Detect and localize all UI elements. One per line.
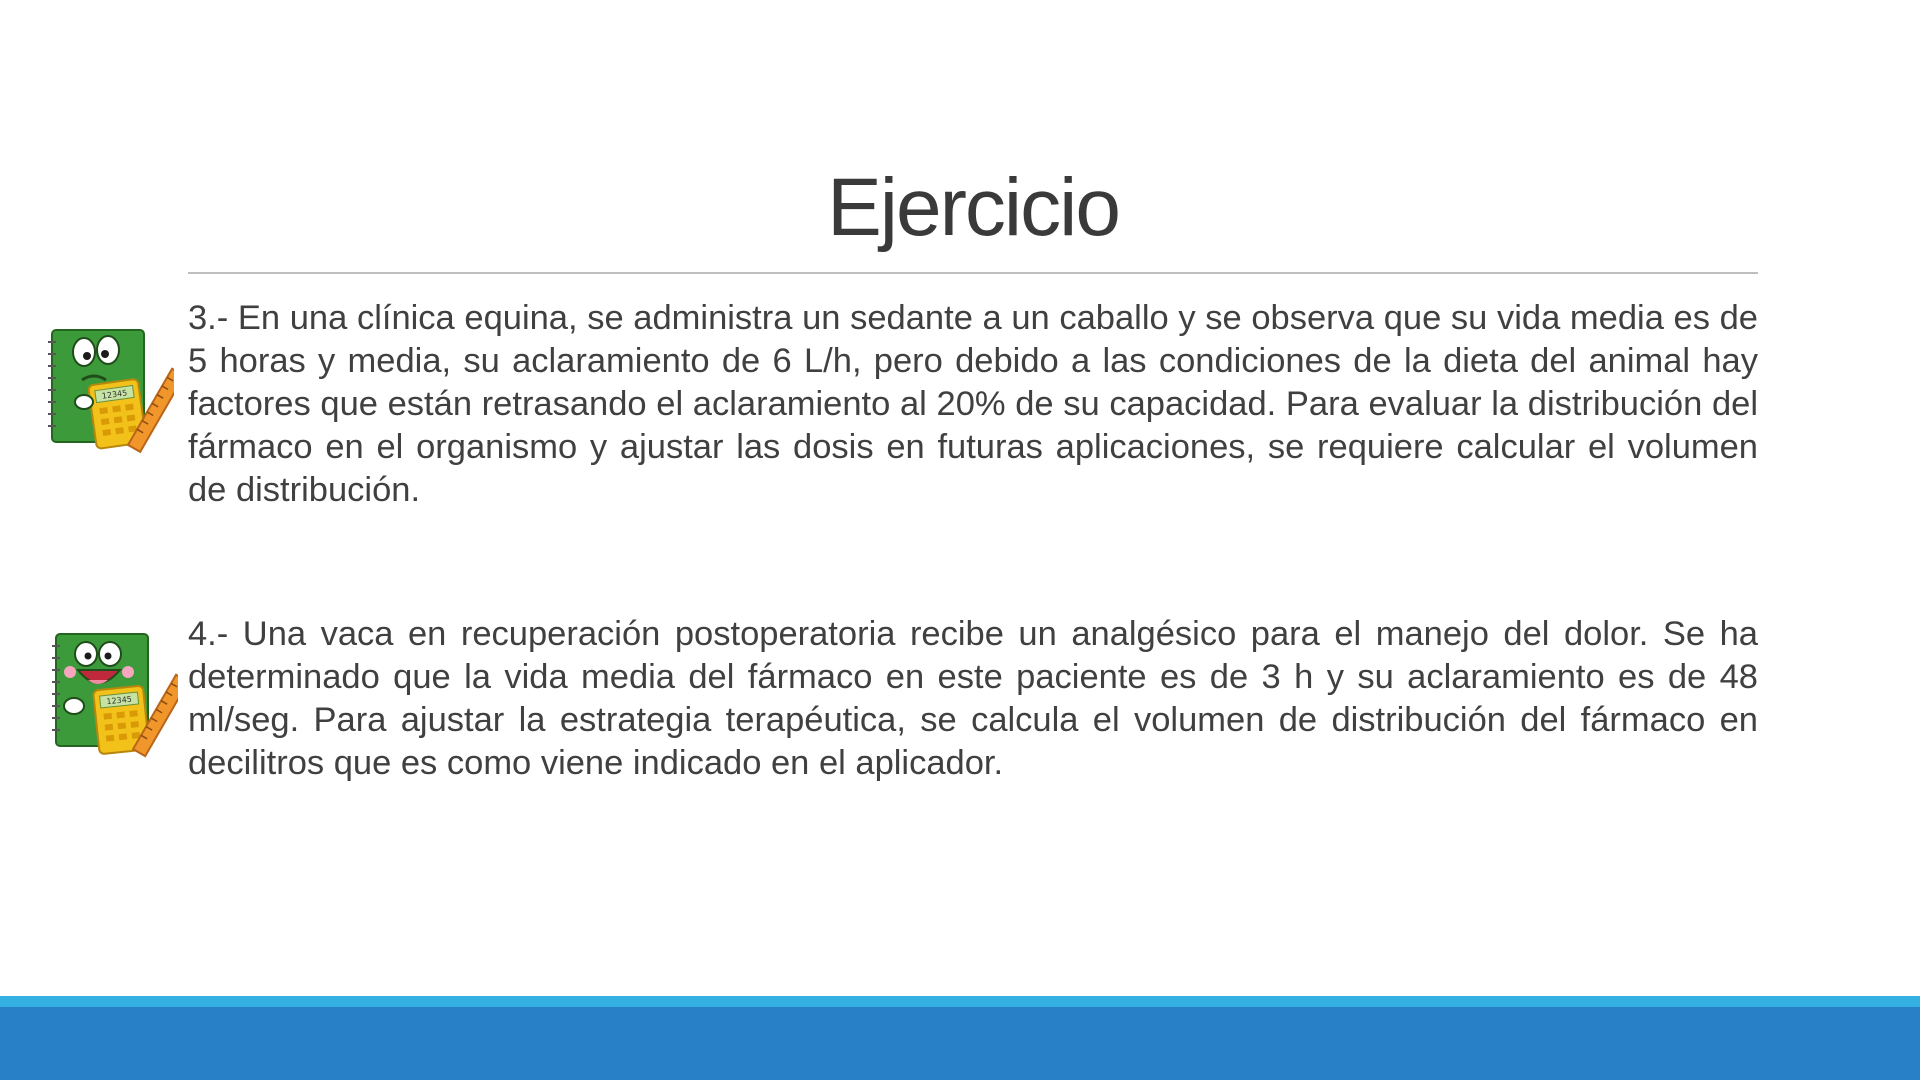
svg-text:12345: 12345 [106,694,133,707]
worried-calculator-cartoon-icon [44,326,174,456]
happy-calculator-cartoon-icon [48,630,178,760]
footer-accent-stripe [0,996,1920,1007]
slide-title: Ejercicio [827,162,1119,253]
exercise-3-text: 3.- En una clínica equina, se administra un sedante a un caballo y se observa que su vida media es de 5 horas y media, su aclaramiento de 6 L/h, pero debido a las condiciones de la dieta del animal hay factores que están retrasando el aclaramiento al 20% de su capacidad. Para evaluar la distribución del fármaco en el organismo y ajustar las dosis en futuras aplicaciones, se requiere calcular el volumen de distribución. [188,299,1758,509]
footer-band [0,1007,1920,1080]
svg-text:12345: 12345 [101,388,128,401]
exercise-4-text: 4.- Una vaca en recuperación postoperatoria recibe un analgésico para el manejo del dolor. Se ha determinado que la vida media del fármaco en este paciente es de 3 h y su aclaramiento es de 48 ml/seg. Para ajustar la estrategia terapéutica, se calcula el volumen de distribución del fármaco en decilitros que es como viene indicado en el aplicador. [188,615,1758,782]
title-divider [188,272,1758,274]
